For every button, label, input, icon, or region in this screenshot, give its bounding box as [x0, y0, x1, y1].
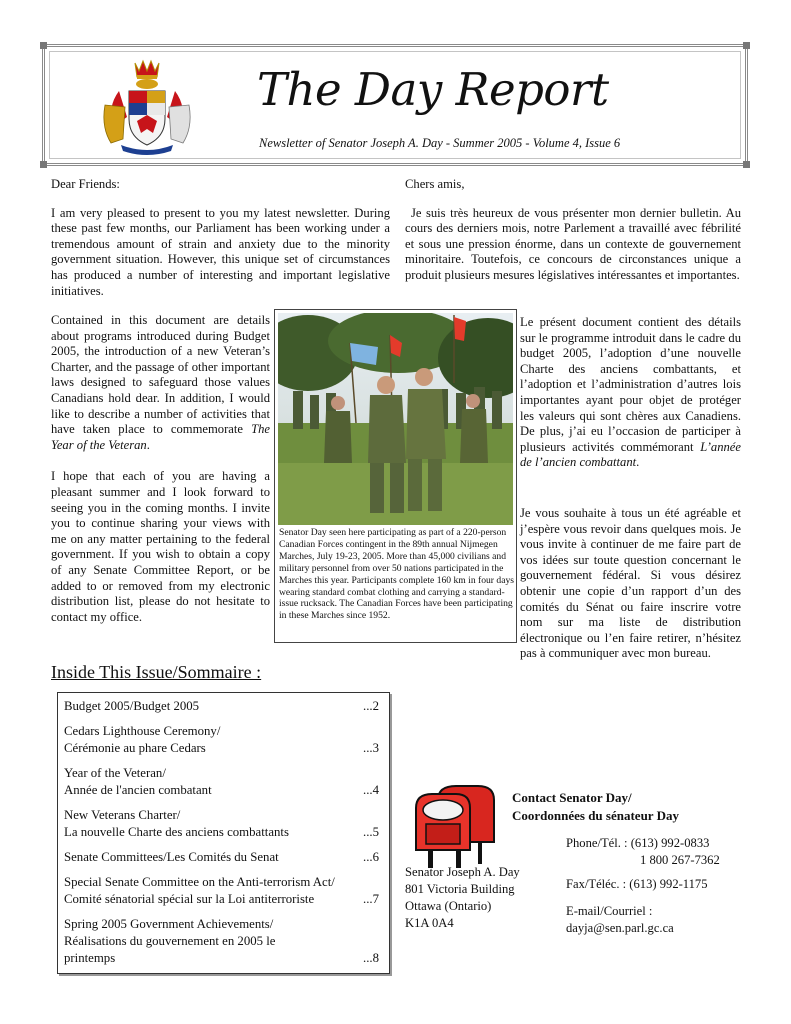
french-body	[520, 315, 741, 487]
toc-page: ...6	[363, 850, 379, 864]
toc-item-budget[interactable]: Budget 2005/Budget 2005 ...2	[64, 699, 379, 713]
french-paragraph-3: Je vous souhaite à tous un été agréable et j’espère vous revoir dans quelques mois. Je vous invite à continuer de me faire part de vos idées sur toute question concernant le gouvernement fédéral. Si vous désirez obtenir une copie d’un rapport d’un des comités du Sénat ou faire inscrire votre nom sur ma liste de distribution électronique ou l’en faire retirer, n’hésitez pas à communiquer avec mon bureau.	[520, 506, 741, 661]
inside-issue-heading: Inside This Issue/Sommaire :	[51, 662, 262, 682]
toc-page: ...8	[363, 951, 379, 965]
english-paragraph-1: I am very pleased to present to you my latest newsletter. During these past few months, our Parliament has been working under a tremendous amount of strain and anxiety due to the minority government situation. However, this unique set of circumstances has produced a number of interesting and important legislative initiatives.	[51, 205, 390, 298]
email-link[interactable]: dayja@sen.parl.gc.ca	[566, 921, 674, 935]
toc-page: ...7	[363, 892, 379, 906]
photo-caption: Senator Day seen here participating as part of a 220-person Canadian Forces contingent in the 89th annual Nijmegen Marches, July 19-23, 2005. More than 45,000 civilians and military personnel from over 50 nations participated in the Marches this year. Participants complete 160 km in four days wearing standard combat clothing and carrying a standard-issue rucksack. The Canadian Forces have been participating in these Marches since 1952.	[279, 527, 514, 622]
contact-heading: Contact Senator Day/ Coordonnées du sénateur Day	[512, 790, 679, 823]
annee-ancien-combattant-italic: L’année de l’ancien combattant	[520, 439, 741, 470]
year-of-veteran-italic: The Year of the Veteran	[51, 422, 270, 452]
french-paragraph-2: Le présent document contient des détails sur le programme introduit dans le cadre du budget 2005, l’adoption d’une nouvelle Charte des anciens combattants, et l’adoption et l’administration d’autres lois importantes ayant pour objet de protéger les valeurs qui sont chères aux Canadiens. De plus, j’ai eu l’occasion de participer à plusieurs activités commémorant L’année de l’ancien combattant.	[520, 315, 741, 470]
english-greeting: Dear Friends:	[51, 177, 120, 191]
english-paragraph-3: I hope that each of you are having a pleasant summer and I look forward to seeing you in the coming months. I invite you to continue sharing your views with me on any matter pertaining to the federal government. If you wish to obtain a copy of any Senate Committee Report, or be added to or removed from my electronic distribution list, please do not hesitate to contact my office.	[51, 469, 270, 624]
toc-item-government-achievements[interactable]: Spring 2005 Government Achievements/ Réalisations du gouvernement en 2005 le printemps ...8	[64, 917, 379, 965]
fax-number: Fax/Téléc. : (613) 992-1175	[566, 877, 708, 891]
toc-page: ...2	[363, 699, 379, 713]
toc-page: ...3	[363, 741, 379, 755]
toc-item-year-of-veteran[interactable]: Year of the Veteran/ Année de l'ancien combatant ...4	[64, 766, 379, 797]
newsletter-title: The Day Report	[257, 63, 609, 116]
table-of-contents	[57, 692, 390, 974]
english-paragraph-2: Contained in this document are details about programs introduced during Budget 2005, the introduction of a new Veteran’s Charter, and the passage of other important laws designed to safeguard those values Canadians hold dear. In addition, I would like to describe a number of activities that have taken place to commemorate The Year of the Veteran.	[51, 313, 270, 452]
phone-numbers: Phone/Tél. : (613) 992-0833 1 800 267-7362	[566, 836, 720, 867]
toc-page: ...4	[363, 783, 379, 797]
masthead	[42, 44, 748, 166]
french-greeting: Chers amis,	[405, 177, 465, 191]
english-intro	[51, 177, 390, 310]
toc-item-senate-committees[interactable]: Senate Committees/Les Comités du Senat ...6	[64, 850, 379, 864]
toc-page: ...5	[363, 825, 379, 839]
newsletter-subtitle: Newsletter of Senator Joseph A. Day - Summer 2005 - Volume 4, Issue 6	[259, 136, 621, 150]
email-contact: E-mail/Courriel : dayja@sen.parl.gc.ca	[566, 904, 674, 935]
coat-of-arms-icon	[97, 57, 197, 157]
photo-figure	[274, 309, 517, 643]
mailing-address: Senator Joseph A. Day 801 Victoria Building Ottawa (Ontario) K1A 0A4	[405, 865, 520, 930]
toc-item-anti-terrorism[interactable]: Special Senate Committee on the Anti-terrorism Act/ Comité sénatorial spécial sur la Loi antiterroriste ...7	[64, 875, 379, 906]
marching-soldiers-photo	[278, 313, 513, 525]
mailbox-icon	[408, 780, 503, 872]
toc-item-veterans-charter[interactable]: New Veterans Charter/ La nouvelle Charte des anciens combattants ...5	[64, 808, 379, 839]
toc-item-cedars[interactable]: Cedars Lighthouse Ceremony/ Cérémonie au phare Cedars ...3	[64, 724, 379, 755]
french-paragraph-1: Je suis très heureux de vous présenter mon dernier bulletin. Au cours des derniers mois, notre Parlement a travaillé avec fébrilité et sous une pression énorme, dans un contexte de gouvernement minoritaire. Toutefois, ce concours de circonstances unique a produit plusieurs mesures législatives intéressantes et importantes.	[405, 205, 741, 282]
english-body	[51, 313, 270, 636]
french-intro	[405, 177, 741, 295]
